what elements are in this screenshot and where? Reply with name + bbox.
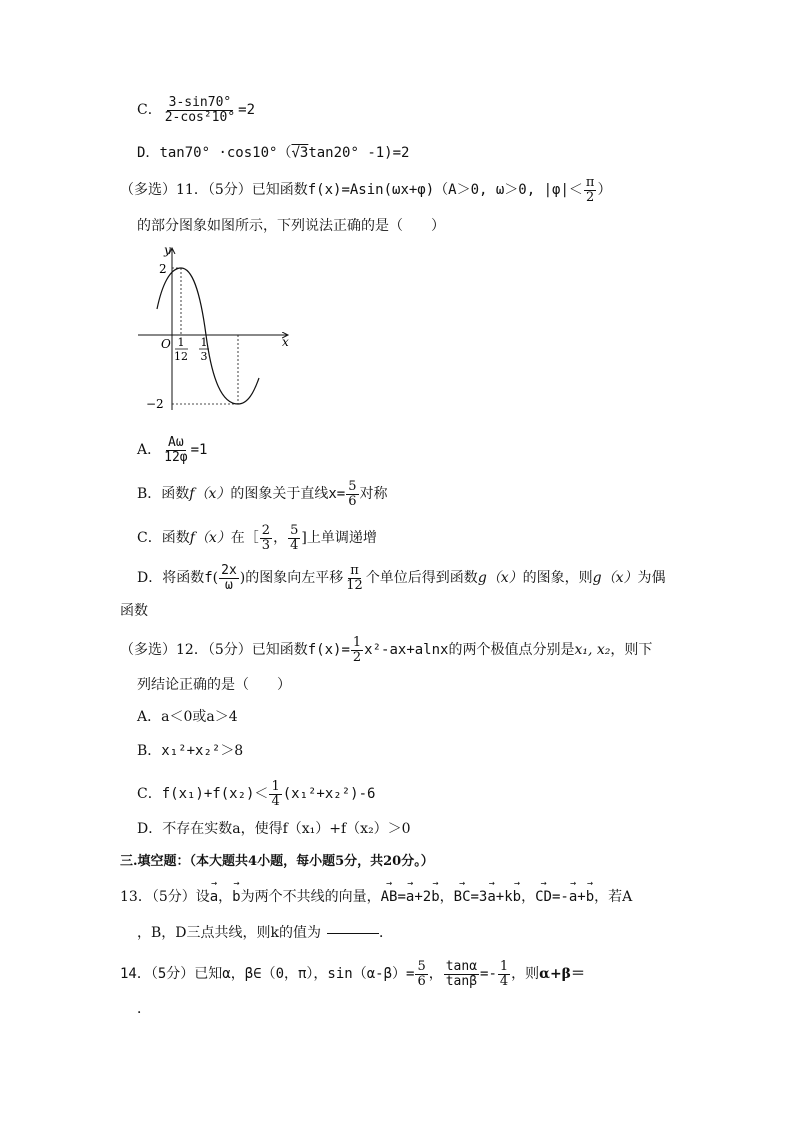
q12-option-a: A．a＜0或a＞4 [137,709,238,725]
q14-stem: 14．（5分）已知α，β∈（0，π），sin（α-β）= $\frac{5}{6}$ ， $\frac{\tan\alpha}{\tan\beta}$ =- $\frac{1}{4}$ ，则α+β＝ [120,959,585,989]
sqrt-three: √3 [291,145,309,161]
q10-option-c: C． $\frac{3-\sin 70^\circ}{\text{2-cos²10°}}$ =2 [137,95,256,125]
fraction: $\frac{1}{4}$ [271,779,280,809]
sine-graph [130,240,300,415]
y-axis-label: y [164,243,171,257]
q14-stem-line2: ． [137,1001,151,1017]
x-axis-label: x [282,335,289,349]
q11-stem: （多选）11．（5分）已知函数f(x)=Asin(ωx+φ)（A＞0, ω＞0, |φ|＜ $\frac{\pi}{2}$ ） [120,175,612,205]
fraction: $\frac{A\omega}{12\varphi}$ [164,435,188,465]
q13-stem-line2: ，B，D三点共线，则k的值为 ． [137,925,393,941]
fraction: $\frac{\pi}{12}$ [346,563,363,593]
fraction: $\frac{2x}{\omega}$ [221,563,237,593]
tick-label-1-12-den: 12 [174,350,188,363]
tick-label-1-3-num: 1 [200,336,208,349]
tick-label-1-12-num: 1 [177,336,185,349]
fraction: $\frac{5}{6}$ [417,959,426,989]
q13-stem: 13．（5分）设→ a，→ b为两个不共线的向量，→ AB=→ a+2→ b，→ BC=3→ a+k→ b，→ CD=-→ a+→ b，若A [120,890,632,904]
fraction: $\frac{2}{3}$ [261,523,271,553]
q10-option-d: D．tan70° ·cos10°（√3tan20° -1)=2 [137,145,410,161]
answer-blank[interactable] [327,933,379,934]
q12-stem-line2: 列结论正确的是（ ） [137,677,291,693]
min-value-label: −2 [146,397,164,411]
max-value-label: 2 [159,262,167,276]
q11-option-b: B．函数f（x）的图象关于直线x= $\frac{5}{6}$ 对称 [137,479,388,509]
q12-option-c: C．f(x₁)+f(x₂)＜ $\frac{1}{4}$ (x₁²+x₂²)-6 [137,779,376,809]
fraction: $\frac{1}{2}$ [352,635,362,665]
q12-option-b: B．x₁²+x₂²＞8 [137,743,244,759]
fraction: $\frac{5}{4}$ [290,523,299,553]
fraction: $\frac{3-\sin 70^\circ}{\text{2-cos²10°}}$ [164,95,236,125]
q11-stem-line2: 的部分图象如图所示，下列说法正确的是（ ） [137,218,445,234]
section-heading: 三.填空题：（本大题共4小题，每小题5分，共20分。） [120,854,434,869]
origin-label: O [161,337,171,351]
q12-option-d: D．不存在实数a，使得f（x₁）+f（x₂）＞0 [137,821,411,837]
q11-option-a: A． $\frac{A\omega}{12\varphi}$ =1 [137,435,208,465]
q12-stem: （多选）12．（5分）已知函数f(x)= $\frac{1}{2}$ x²-ax+alnx的两个极值点分别是x₁, x₂，则下 [120,635,653,665]
fraction: $\frac{\pi}{2}$ [585,175,595,205]
q11-option-c: C．函数f（x）在［ $\frac{2}{3}$ ， $\frac{5}{4}$ ]上单调递增 [137,523,377,553]
fraction: $\frac{5}{6}$ [348,479,357,509]
fraction: $\frac{\tan\alpha}{\tan\beta}$ [445,959,478,989]
tick-label-1-3-den: 3 [200,350,208,363]
q11-option-d-line2: 函数 [120,603,148,619]
fraction: $\frac{1}{4}$ [499,959,509,989]
q11-option-d: D．将函数f( $\frac{2x}{\omega}$ )的图象向左平移 $\frac{\pi}{12}$ 个单位后得到函数g（x）的图象，则g（x）为偶 [137,563,666,593]
